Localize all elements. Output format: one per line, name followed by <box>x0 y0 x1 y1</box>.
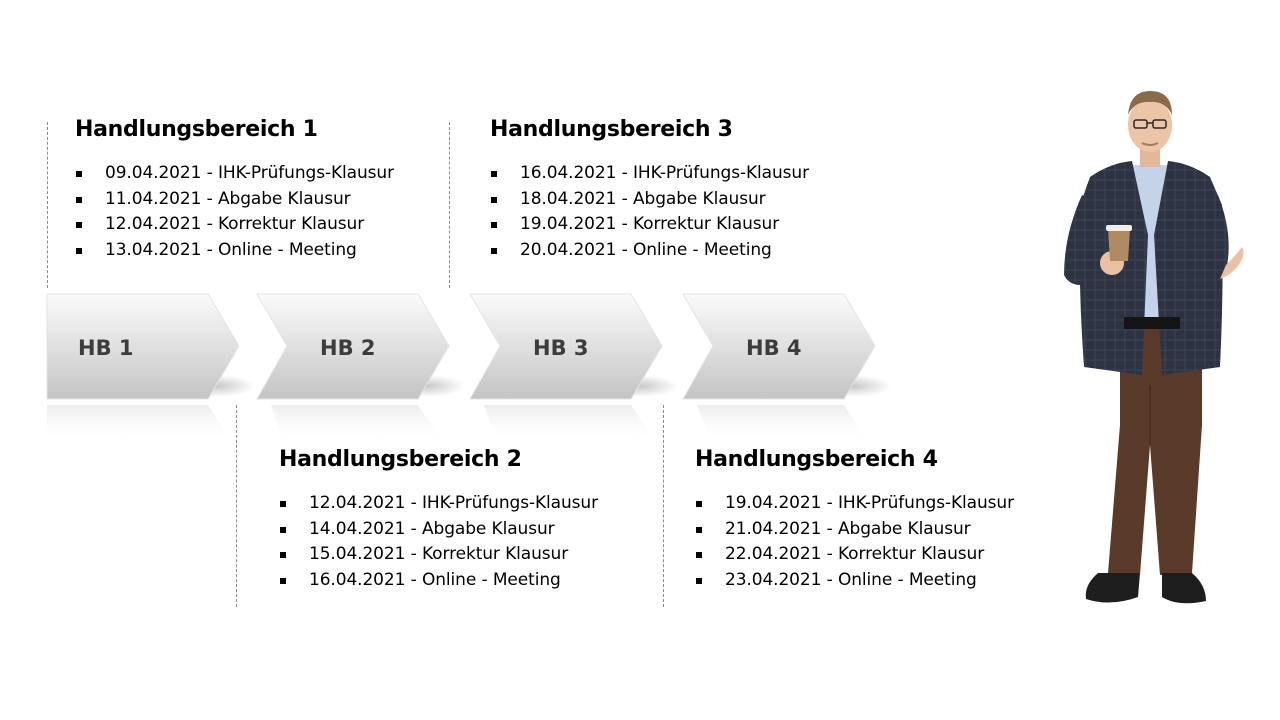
section-list <box>695 491 1014 594</box>
section-hb4 <box>695 447 1014 594</box>
section-hb3 <box>490 117 809 264</box>
chevron-label: HB 3 <box>533 336 589 360</box>
section-title: Handlungsbereich 2 <box>279 447 522 472</box>
chevron-step-hb4 <box>683 293 878 443</box>
chevron-step-hb3 <box>470 293 665 443</box>
chevron-shape <box>47 293 242 443</box>
chevron-shape <box>470 293 665 443</box>
list-item: 18.04.2021 - Abgabe Klausur <box>490 187 809 213</box>
divider-hb3 <box>449 122 450 288</box>
chevron-shape <box>257 293 452 443</box>
list-item: 22.04.2021 - Korrektur Klausur <box>695 542 1014 568</box>
list-item: 21.04.2021 - Abgabe Klausur <box>695 517 1014 543</box>
list-item: 16.04.2021 - Online - Meeting <box>279 568 598 594</box>
list-item: 12.04.2021 - Korrektur Klausur <box>75 212 394 238</box>
section-title: Handlungsbereich 4 <box>695 447 938 472</box>
section-list <box>279 491 598 594</box>
chevron-shape <box>683 293 878 443</box>
list-item: 16.04.2021 - IHK-Prüfungs-Klausur <box>490 161 809 187</box>
section-hb1 <box>75 117 394 264</box>
list-item: 15.04.2021 - Korrektur Klausur <box>279 542 598 568</box>
divider-hb1 <box>47 122 48 288</box>
section-list <box>75 161 394 264</box>
presenter-figure <box>1050 85 1250 615</box>
chevron-label: HB 1 <box>78 336 134 360</box>
chevron-step-hb1 <box>47 293 242 443</box>
section-hb2 <box>279 447 598 594</box>
list-item: 14.04.2021 - Abgabe Klausur <box>279 517 598 543</box>
list-item: 19.04.2021 - Korrektur Klausur <box>490 212 809 238</box>
list-item: 13.04.2021 - Online - Meeting <box>75 238 394 264</box>
list-item: 20.04.2021 - Online - Meeting <box>490 238 809 264</box>
list-item: 12.04.2021 - IHK-Prüfungs-Klausur <box>279 491 598 517</box>
list-item: 11.04.2021 - Abgabe Klausur <box>75 187 394 213</box>
list-item: 19.04.2021 - IHK-Prüfungs-Klausur <box>695 491 1014 517</box>
presenter-illustration <box>1050 85 1250 615</box>
list-item: 09.04.2021 - IHK-Prüfungs-Klausur <box>75 161 394 187</box>
section-title: Handlungsbereich 1 <box>75 117 318 142</box>
chevron-label: HB 2 <box>320 336 376 360</box>
section-list <box>490 161 809 264</box>
chevron-label: HB 4 <box>746 336 802 360</box>
list-item: 23.04.2021 - Online - Meeting <box>695 568 1014 594</box>
section-title: Handlungsbereich 3 <box>490 117 733 142</box>
chevron-step-hb2 <box>257 293 452 443</box>
